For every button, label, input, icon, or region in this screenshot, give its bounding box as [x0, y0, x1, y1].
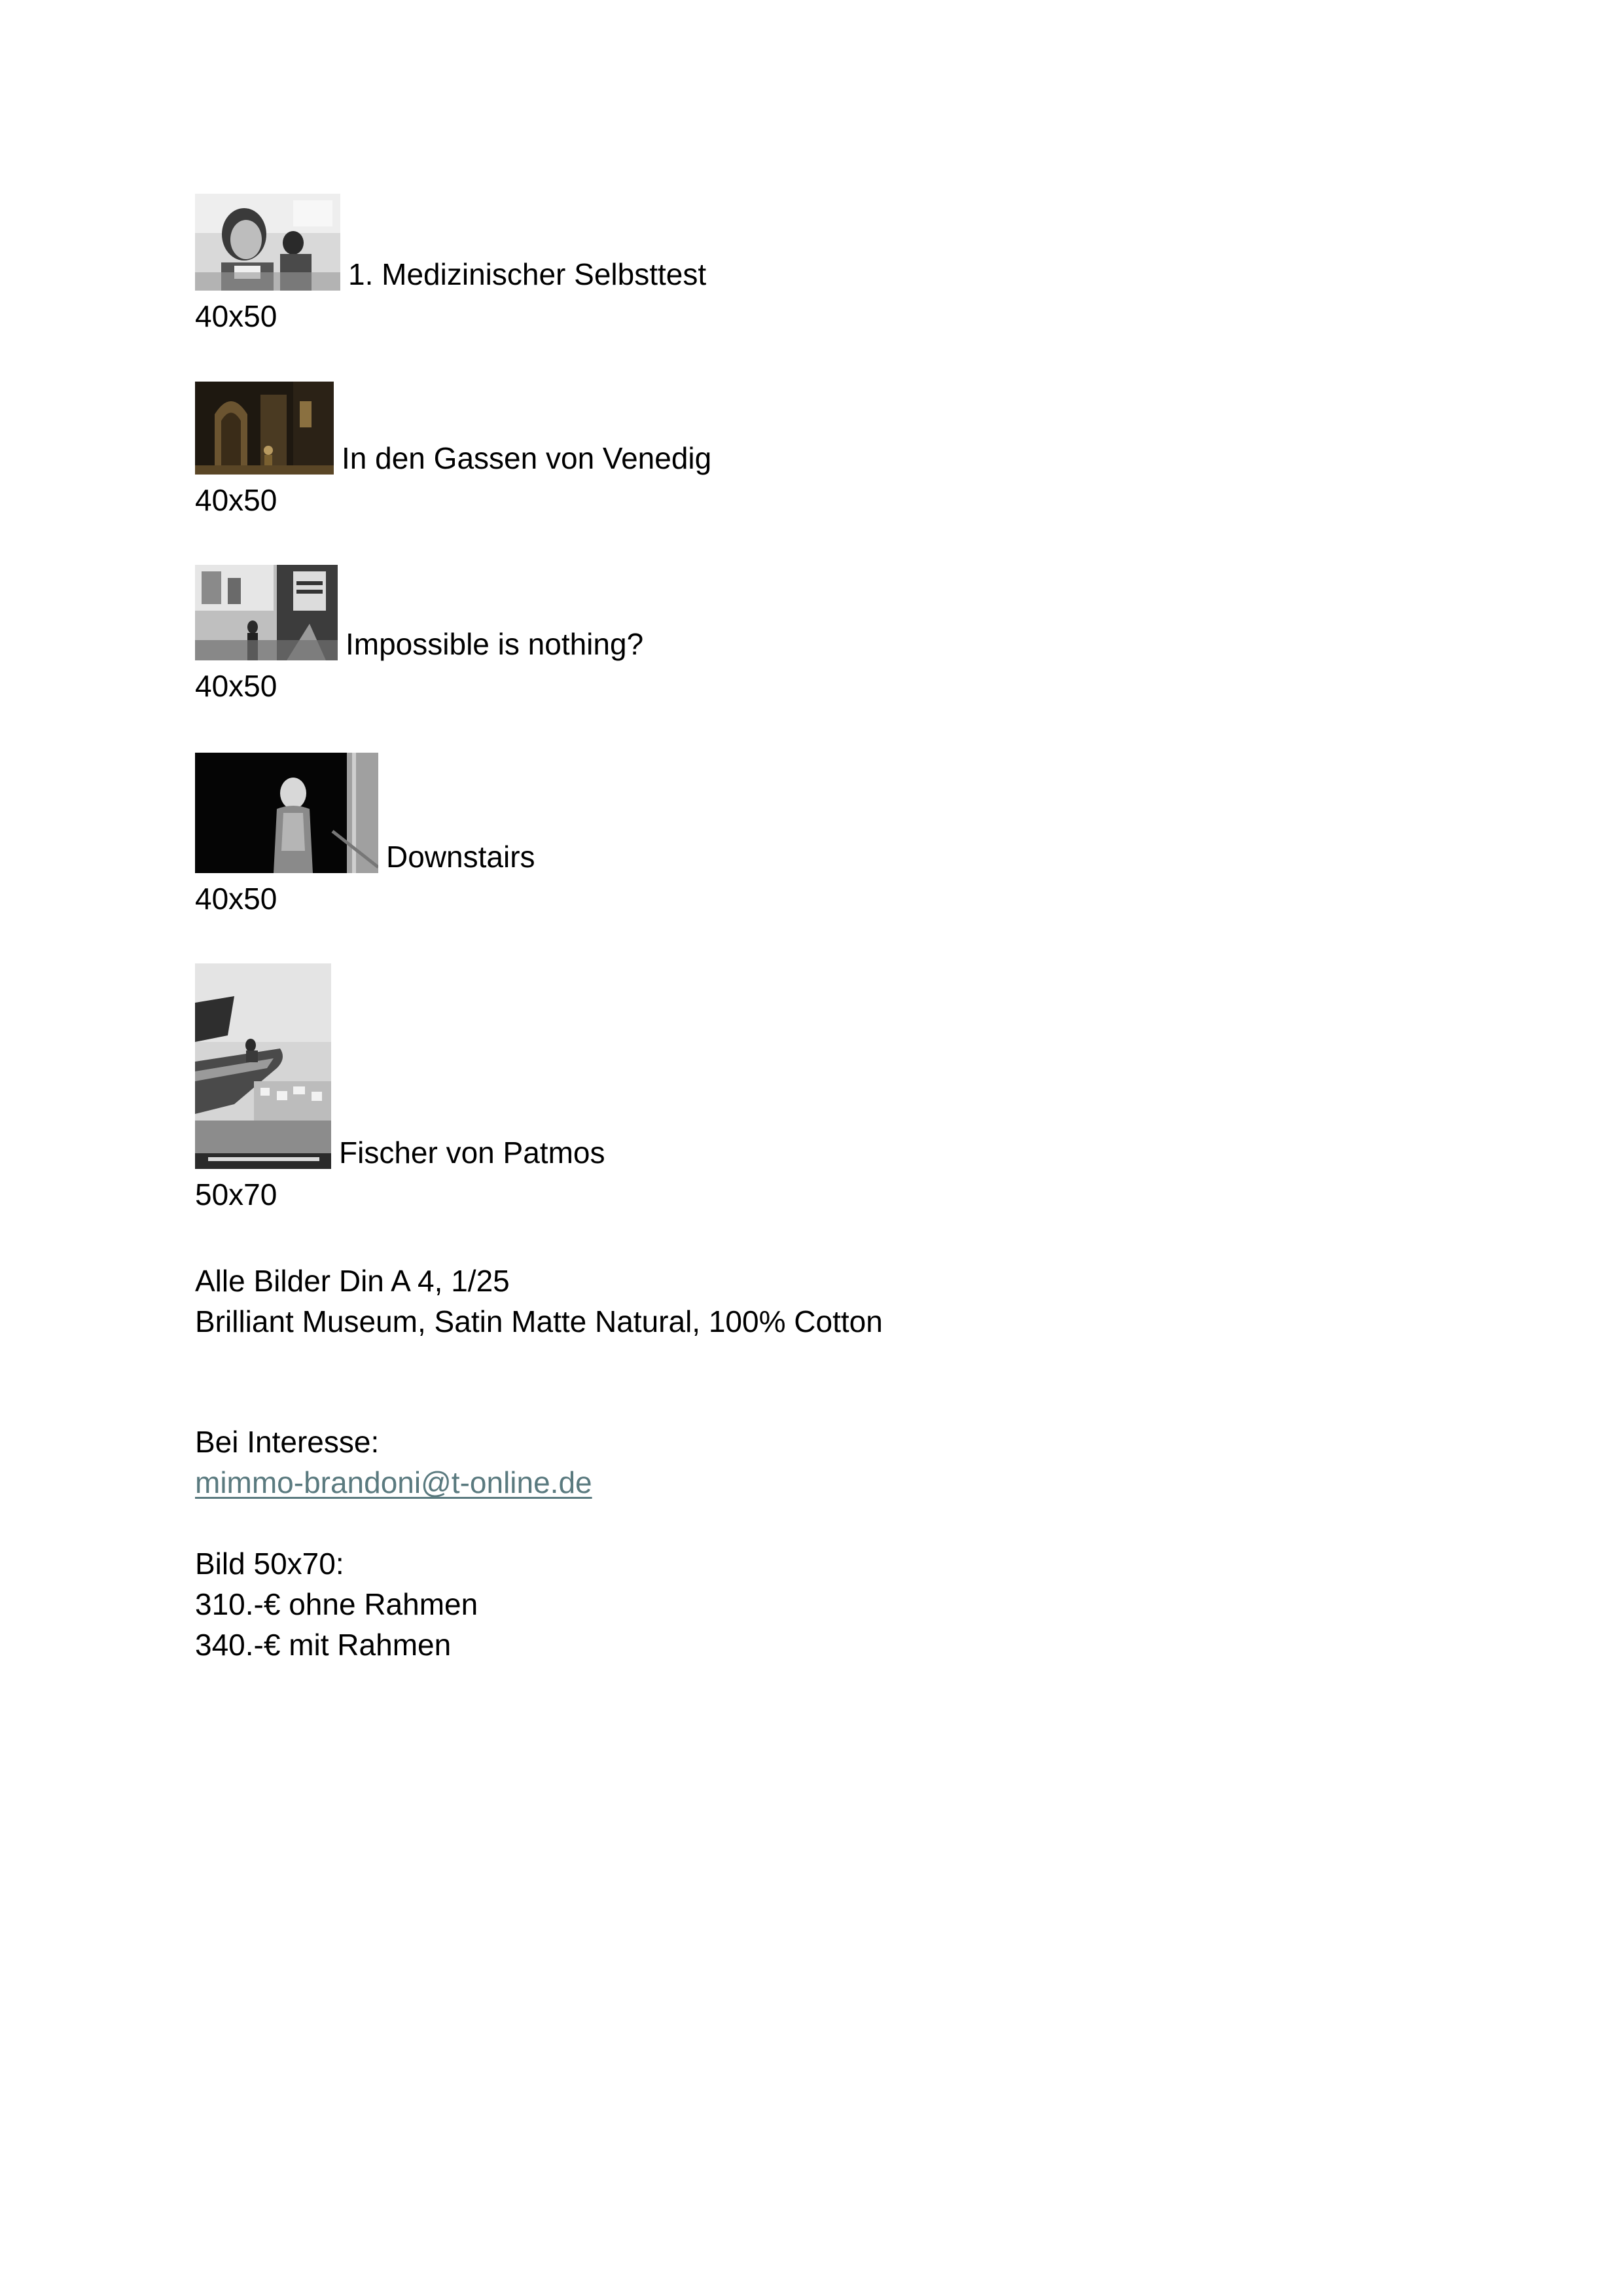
artwork-title: Downstairs [386, 840, 535, 874]
artwork-title: In den Gassen von Venedig [342, 441, 712, 475]
pricing-heading: Bild 50x70: [195, 1547, 344, 1581]
artwork-entry-3 [195, 565, 643, 701]
artwork-thumbnail-patmos [195, 963, 331, 1169]
price-with-frame: 340.-€ mit Rahmen [195, 1628, 452, 1662]
print-details-format: Alle Bilder Din A 4, 1/25 [195, 1264, 510, 1298]
artwork-size: 40x50 [195, 669, 277, 703]
artwork-thumbnail-downstairs [195, 753, 378, 873]
contact-email-link[interactable]: mimmo-brandoni@t-online.de [195, 1465, 592, 1499]
artwork-title: Impossible is nothing? [346, 627, 644, 661]
artwork-title: 1. Medizinischer Selbsttest [348, 257, 707, 291]
artwork-entry-4 [195, 753, 535, 914]
artwork-thumbnail-street [195, 565, 338, 660]
artwork-size: 40x50 [195, 882, 277, 916]
artwork-title: Fischer von Patmos [339, 1136, 605, 1170]
artwork-entry-2 [195, 382, 711, 515]
artwork-thumbnail-self-test [195, 194, 340, 291]
print-details-paper: Brilliant Museum, Satin Matte Natural, 100% Cotton [195, 1304, 883, 1338]
artwork-size: 40x50 [195, 483, 277, 517]
price-without-frame: 310.-€ ohne Rahmen [195, 1587, 478, 1621]
contact-label: Bei Interesse: [195, 1425, 380, 1459]
artwork-entry-5 [195, 963, 605, 1210]
artwork-entry-1 [195, 194, 706, 331]
artwork-size: 50x70 [195, 1177, 277, 1211]
artwork-size: 40x50 [195, 299, 277, 333]
artwork-thumbnail-venice [195, 382, 334, 475]
